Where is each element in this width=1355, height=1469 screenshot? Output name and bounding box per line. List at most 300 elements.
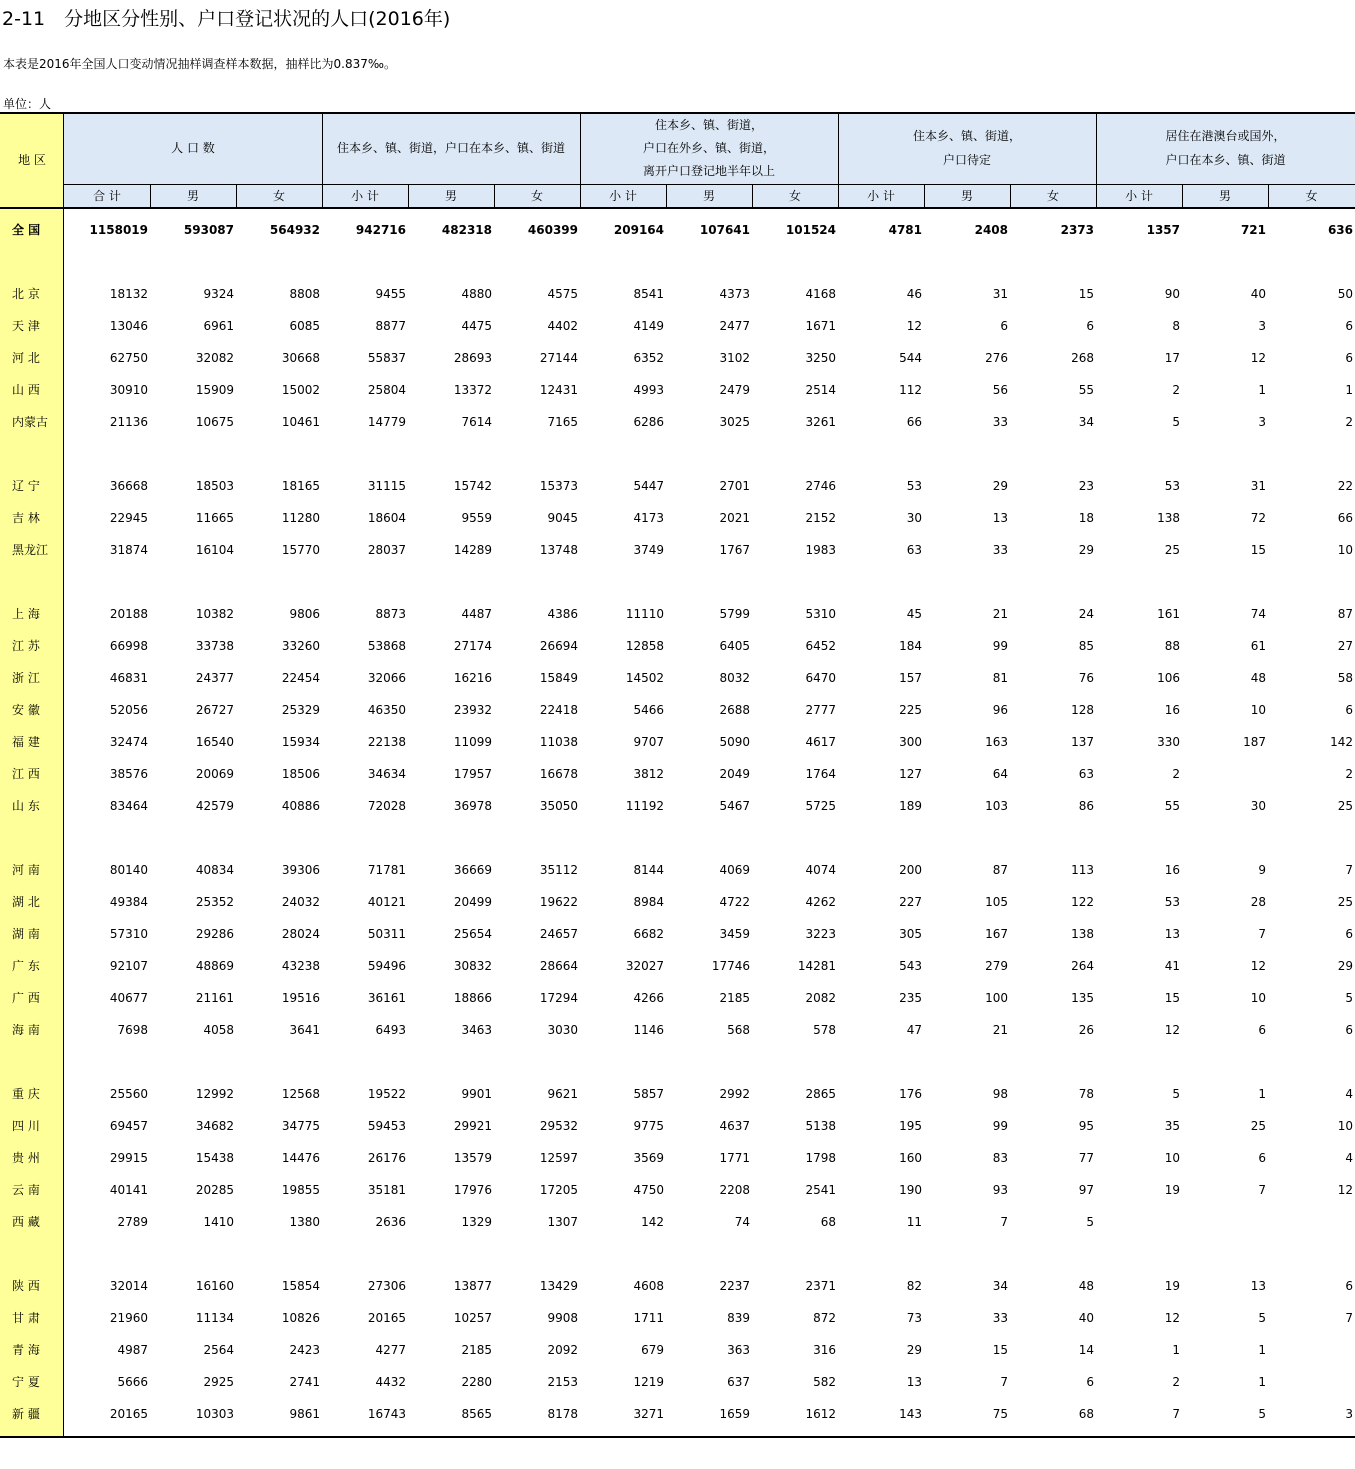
- table-cell: 2925: [203, 1375, 234, 1389]
- table-cell: 12: [1337, 1183, 1353, 1197]
- header-region: 地 区: [18, 153, 46, 167]
- table-cell: 142: [1330, 735, 1353, 749]
- table-cell: 9861: [289, 1407, 320, 1421]
- row-region: 广 西: [12, 991, 40, 1005]
- table-cell: 78: [1078, 1087, 1094, 1101]
- table-cell: 1: [1258, 1375, 1266, 1389]
- header-group-2: [322, 112, 580, 184]
- table-cell: 157: [899, 671, 922, 685]
- table-cell: 1: [1258, 383, 1266, 397]
- table-cell: 3250: [805, 351, 836, 365]
- table-cell: 1158019: [89, 223, 148, 237]
- table-cell: 18866: [453, 991, 492, 1005]
- row-region: 上 海: [12, 607, 40, 621]
- table-cell: 9707: [633, 735, 664, 749]
- table-cell: 16678: [539, 767, 578, 781]
- table-cell: 73: [906, 1311, 922, 1325]
- table-cell: 363: [727, 1343, 750, 1357]
- table-cell: 7: [1345, 863, 1353, 877]
- header-group-line: 离开户口登记地半年以上: [642, 163, 775, 178]
- table-cell: 1380: [289, 1215, 320, 1229]
- table-cell: 7165: [547, 415, 578, 429]
- table-cell: 9045: [547, 511, 578, 525]
- table-cell: 15: [992, 1343, 1008, 1357]
- table-cell: 21136: [109, 415, 148, 429]
- table-cell: 29286: [195, 927, 234, 941]
- table-cell: 13046: [109, 319, 148, 333]
- table-cell: 32027: [625, 959, 664, 973]
- table-cell: 4149: [633, 319, 664, 333]
- table-cell: 5666: [117, 1375, 148, 1389]
- table-cell: 5857: [633, 1087, 664, 1101]
- row-region-national: 全 国: [12, 223, 41, 237]
- table-cell: 4069: [719, 863, 750, 877]
- row-region: 广 东: [12, 959, 40, 973]
- table-cell: 6961: [203, 319, 234, 333]
- table-cell: 10303: [195, 1407, 234, 1421]
- table-cell: 7: [1172, 1407, 1180, 1421]
- table-cell: 12431: [539, 383, 578, 397]
- table-cell: 46350: [367, 703, 406, 717]
- table-cell: 6: [1345, 1279, 1353, 1293]
- table-cell: 5447: [633, 479, 664, 493]
- table-cell: 40677: [109, 991, 148, 1005]
- table-cell: 72028: [367, 799, 406, 813]
- table-cell: 64: [992, 767, 1008, 781]
- table-cell: 74: [734, 1215, 750, 1229]
- table-cell: 12568: [281, 1087, 320, 1101]
- table-cell: 5466: [633, 703, 664, 717]
- table-cell: 330: [1157, 735, 1180, 749]
- table-cell: 1659: [719, 1407, 750, 1421]
- region-column-border: [63, 112, 64, 1436]
- table-cell: 6286: [633, 415, 664, 429]
- table-cell: 2477: [719, 319, 750, 333]
- table-cell: 4432: [375, 1375, 406, 1389]
- table-cell: 83: [992, 1151, 1008, 1165]
- table-cell: 59453: [367, 1119, 406, 1133]
- table-cell: 2: [1172, 383, 1180, 397]
- table-cell: 13372: [453, 383, 492, 397]
- table-cell: 17294: [539, 991, 578, 1005]
- table-cell: 2564: [203, 1343, 234, 1357]
- table-cell: 12: [906, 319, 922, 333]
- table-cell: 10: [1337, 543, 1353, 557]
- table-cell: 4750: [633, 1183, 664, 1197]
- sub-divider: [666, 184, 667, 208]
- table-cell: 9559: [461, 511, 492, 525]
- table-cell: 48869: [195, 959, 234, 973]
- table-cell: 10826: [281, 1311, 320, 1325]
- header-sub-2: 男: [186, 189, 199, 203]
- table-cell: 3459: [719, 927, 750, 941]
- table-cell: 48: [1078, 1279, 1094, 1293]
- table-cell: 15934: [281, 735, 320, 749]
- table-cell: 22: [1337, 479, 1353, 493]
- table-cell: 9621: [547, 1087, 578, 1101]
- table-cell: 31: [1250, 479, 1266, 493]
- table-cell: 2: [1345, 415, 1353, 429]
- table-cell: 14: [1078, 1343, 1094, 1357]
- table-cell: 1764: [805, 767, 836, 781]
- table-cell: 15438: [195, 1151, 234, 1165]
- row-region: 山 西: [12, 383, 40, 397]
- table-cell: 5799: [719, 607, 750, 621]
- table-cell: 101524: [785, 223, 836, 237]
- table-cell: 160: [899, 1151, 922, 1165]
- table-cell: 7614: [461, 415, 492, 429]
- table-cell: 195: [899, 1119, 922, 1133]
- table-cell: 4: [1345, 1151, 1353, 1165]
- table-cell: 2185: [461, 1343, 492, 1357]
- table-cell: 137: [1071, 735, 1094, 749]
- table-cell: 17: [1164, 351, 1180, 365]
- table-cell: 15002: [281, 383, 320, 397]
- table-cell: 3271: [633, 1407, 664, 1421]
- table-cell: 23932: [453, 703, 492, 717]
- table-cell: 28: [1250, 895, 1266, 909]
- table-cell: 46: [906, 287, 922, 301]
- table-cell: 15: [1164, 991, 1180, 1005]
- table-cell: 2777: [805, 703, 836, 717]
- table-cell: 12858: [625, 639, 664, 653]
- table-cell: 29915: [109, 1151, 148, 1165]
- table-cell: 10: [1250, 991, 1266, 1005]
- table-cell: 6: [1345, 1023, 1353, 1037]
- table-cell: 20165: [109, 1407, 148, 1421]
- sub-divider: [494, 184, 495, 208]
- table-cell: 1410: [203, 1215, 234, 1229]
- table-cell: 10: [1250, 703, 1266, 717]
- header-sub-3: 女: [272, 189, 285, 203]
- row-region: 安 徽: [12, 703, 40, 717]
- table-cell: 11099: [453, 735, 492, 749]
- table-cell: 66: [906, 415, 922, 429]
- table-cell: 14779: [367, 415, 406, 429]
- table-cell: 305: [899, 927, 922, 941]
- table-cell: 18165: [281, 479, 320, 493]
- header-group-line: 户口在外乡、镇、街道，: [642, 140, 775, 155]
- table-cell: 7698: [117, 1023, 148, 1037]
- table-cell: 90: [1164, 287, 1180, 301]
- table-cell: 12: [1250, 959, 1266, 973]
- header-sub-14: 男: [1218, 189, 1231, 203]
- table-cell: 4993: [633, 383, 664, 397]
- table-cell: 19855: [281, 1183, 320, 1197]
- sub-divider: [150, 184, 151, 208]
- table-cell: 6: [1345, 319, 1353, 333]
- table-cell: 6470: [805, 671, 836, 685]
- table-cell: 34: [992, 1279, 1008, 1293]
- table-cell: 4074: [805, 863, 836, 877]
- table-cell: 17205: [539, 1183, 578, 1197]
- row-region: 湖 南: [12, 927, 40, 941]
- table-cell: 2408: [974, 223, 1008, 237]
- table-cell: 36161: [367, 991, 406, 1005]
- table-cell: 6: [1345, 703, 1353, 717]
- table-cell: 24657: [539, 927, 578, 941]
- table-cell: 11280: [281, 511, 320, 525]
- table-cell: 1146: [633, 1023, 664, 1037]
- table-cell: 12597: [539, 1151, 578, 1165]
- table-cell: 2992: [719, 1087, 750, 1101]
- table-cell: 721: [1240, 223, 1266, 237]
- table-cell: 3641: [289, 1023, 320, 1037]
- row-region: 重 庆: [12, 1087, 40, 1101]
- table-cell: 582: [813, 1375, 836, 1389]
- table-cell: 103: [985, 799, 1008, 813]
- table-cell: 8032: [719, 671, 750, 685]
- table-cell: 15854: [281, 1279, 320, 1293]
- table-cell: 6: [1086, 1375, 1094, 1389]
- table-cell: 2371: [805, 1279, 836, 1293]
- table-cell: 4617: [805, 735, 836, 749]
- table-cell: 8: [1172, 319, 1180, 333]
- table-cell: 107641: [699, 223, 750, 237]
- table-cell: 30668: [281, 351, 320, 365]
- table-cell: 32082: [195, 351, 234, 365]
- table-cell: 80140: [109, 863, 148, 877]
- table-cell: 62750: [109, 351, 148, 365]
- table-cell: 1: [1172, 1343, 1180, 1357]
- row-region: 辽 宁: [12, 479, 40, 493]
- table-cell: 8565: [461, 1407, 492, 1421]
- table-cell: 543: [899, 959, 922, 973]
- table-cell: 235: [899, 991, 922, 1005]
- table-cell: 9455: [375, 287, 406, 301]
- table-cell: 71781: [367, 863, 406, 877]
- table-cell: 22138: [367, 735, 406, 749]
- table-cell: 872: [813, 1311, 836, 1325]
- table-cell: 2049: [719, 767, 750, 781]
- table-cell: 34775: [281, 1119, 320, 1133]
- table-cell: 27: [1337, 639, 1353, 653]
- header-sub-8: 男: [702, 189, 715, 203]
- table-cell: 21161: [195, 991, 234, 1005]
- table-cell: 20188: [109, 607, 148, 621]
- table-cell: 142: [641, 1215, 664, 1229]
- table-cell: 55: [1164, 799, 1180, 813]
- table-cell: 23: [1078, 479, 1094, 493]
- header-group-line: 住本乡、镇、街道，: [654, 117, 763, 132]
- table-cell: 59496: [367, 959, 406, 973]
- table-cell: 68: [820, 1215, 836, 1229]
- header-sub-10: 小 计: [867, 189, 895, 203]
- table-cell: 19516: [281, 991, 320, 1005]
- table-cell: 3030: [547, 1023, 578, 1037]
- table-cell: 2514: [805, 383, 836, 397]
- table-cell: 82: [906, 1279, 922, 1293]
- table-cell: 113: [1071, 863, 1094, 877]
- table-cell: 68: [1078, 1407, 1094, 1421]
- table-cell: 22454: [281, 671, 320, 685]
- row-region: 吉 林: [12, 511, 40, 525]
- table-cell: 6: [1000, 319, 1008, 333]
- table-cell: 40: [1250, 287, 1266, 301]
- table-cell: 9: [1258, 863, 1266, 877]
- table-cell: 87: [992, 863, 1008, 877]
- row-region: 河 南: [12, 863, 40, 877]
- table-cell: 4487: [461, 607, 492, 621]
- row-region: 甘 肃: [12, 1311, 40, 1325]
- row-region: 浙 江: [12, 671, 40, 685]
- table-cell: 99: [992, 1119, 1008, 1133]
- table-cell: 9806: [289, 607, 320, 621]
- row-region: 福 建: [12, 735, 40, 749]
- table-cell: 81: [992, 671, 1008, 685]
- table-cell: 2746: [805, 479, 836, 493]
- table-cell: 13: [1164, 927, 1180, 941]
- table-cell: 74: [1250, 607, 1266, 621]
- table-cell: 40886: [281, 799, 320, 813]
- table-cell: 30910: [109, 383, 148, 397]
- table-cell: 3102: [719, 351, 750, 365]
- table-cell: 10: [1164, 1151, 1180, 1165]
- table-cell: 15373: [539, 479, 578, 493]
- table-cell: 21: [992, 607, 1008, 621]
- table-cell: 34: [1078, 415, 1094, 429]
- table-cell: 7: [1345, 1311, 1353, 1325]
- row-region: 北 京: [12, 287, 40, 301]
- table-cell: 13877: [453, 1279, 492, 1293]
- table-cell: 3: [1345, 1407, 1353, 1421]
- table-cell: 14502: [625, 671, 664, 685]
- row-region: 陕 西: [12, 1279, 40, 1293]
- table-cell: 4475: [461, 319, 492, 333]
- row-region: 海 南: [12, 1023, 40, 1037]
- table-cell: 8873: [375, 607, 406, 621]
- table-cell: 4402: [547, 319, 578, 333]
- table-cell: 29921: [453, 1119, 492, 1133]
- sub-divider: [752, 184, 753, 208]
- table-cell: 6405: [719, 639, 750, 653]
- table-cell: 14289: [453, 543, 492, 557]
- header-group-4: [838, 112, 1096, 184]
- header-group-1: [64, 112, 322, 184]
- table-cell: 19522: [367, 1087, 406, 1101]
- table-cell: 4173: [633, 511, 664, 525]
- table-cell: 4608: [633, 1279, 664, 1293]
- table-cell: 4781: [888, 223, 922, 237]
- table-cell: 6452: [805, 639, 836, 653]
- row-region: 四 川: [12, 1119, 40, 1133]
- table-cell: 3025: [719, 415, 750, 429]
- table-cell: 93: [992, 1183, 1008, 1197]
- table-cell: 3261: [805, 415, 836, 429]
- table-cell: 637: [727, 1375, 750, 1389]
- table-cell: 1: [1258, 1087, 1266, 1101]
- table-cell: 167: [985, 927, 1008, 941]
- table-cell: 106: [1157, 671, 1180, 685]
- table-cell: 31874: [109, 543, 148, 557]
- sub-divider: [924, 184, 925, 208]
- row-region: 江 西: [12, 767, 40, 781]
- table-cell: 2636: [375, 1215, 406, 1229]
- table-cell: 3223: [805, 927, 836, 941]
- table-cell: 5725: [805, 799, 836, 813]
- table-cell: 3: [1258, 319, 1266, 333]
- table-cell: 66: [1337, 511, 1353, 525]
- table-cell: 4262: [805, 895, 836, 909]
- table-cell: 24377: [195, 671, 234, 685]
- table-cell: 9908: [547, 1311, 578, 1325]
- table-cell: 112: [899, 383, 922, 397]
- table-cell: 25352: [195, 895, 234, 909]
- table-cell: 6: [1345, 351, 1353, 365]
- table-cell: 163: [985, 735, 1008, 749]
- table-cell: 593087: [183, 223, 234, 237]
- table-cell: 35: [1164, 1119, 1180, 1133]
- table-cell: 1219: [633, 1375, 664, 1389]
- table-cell: 460399: [527, 223, 578, 237]
- table-cell: 8178: [547, 1407, 578, 1421]
- table-cell: 29: [1078, 543, 1094, 557]
- table-cell: 5: [1345, 991, 1353, 1005]
- table-cell: 31115: [367, 479, 406, 493]
- table-cell: 16216: [453, 671, 492, 685]
- table-cell: 2208: [719, 1183, 750, 1197]
- table-cell: 9324: [203, 287, 234, 301]
- table-cell: 5: [1172, 1087, 1180, 1101]
- table-cell: 40: [1078, 1311, 1094, 1325]
- table-cell: 32014: [109, 1279, 148, 1293]
- table-cell: 14476: [281, 1151, 320, 1165]
- header-group-line: 住本乡、镇、街道，: [912, 129, 1021, 143]
- table-cell: 21960: [109, 1311, 148, 1325]
- table-cell: 47: [906, 1023, 922, 1037]
- table-cell: 2688: [719, 703, 750, 717]
- table-cell: 11038: [539, 735, 578, 749]
- table-cell: 26176: [367, 1151, 406, 1165]
- table-cell: 4575: [547, 287, 578, 301]
- table-cell: 5: [1258, 1311, 1266, 1325]
- table-cell: 5467: [719, 799, 750, 813]
- row-region: 西 藏: [12, 1215, 40, 1229]
- table-cell: 316: [813, 1343, 836, 1357]
- table-cell: 72: [1250, 511, 1266, 525]
- row-region: 河 北: [12, 351, 40, 365]
- table-cell: 25: [1250, 1119, 1266, 1133]
- table-cell: 38576: [109, 767, 148, 781]
- table-cell: 30: [906, 511, 922, 525]
- table-cell: 32066: [367, 671, 406, 685]
- table-cell: 4266: [633, 991, 664, 1005]
- table-cell: 161: [1157, 607, 1180, 621]
- table-cell: 12: [1250, 351, 1266, 365]
- table-cell: 1329: [461, 1215, 492, 1229]
- table-cell: 48: [1250, 671, 1266, 685]
- table-cell: 4722: [719, 895, 750, 909]
- header-sub-6: 女: [530, 189, 543, 203]
- table-cell: 9901: [461, 1087, 492, 1101]
- table-cell: 1: [1345, 383, 1353, 397]
- table-cell: 8877: [375, 319, 406, 333]
- table-cell: 1771: [719, 1151, 750, 1165]
- header-group-5: [1096, 112, 1355, 184]
- table-cell: 636: [1327, 223, 1353, 237]
- header-group-line: 户口待定: [942, 153, 991, 167]
- header-sub-5: 男: [444, 189, 457, 203]
- table-cell: 10: [1337, 1119, 1353, 1133]
- sub-divider: [236, 184, 237, 208]
- header-sub-4: 小 计: [351, 189, 379, 203]
- table-cell: 26727: [195, 703, 234, 717]
- table-cell: 15770: [281, 543, 320, 557]
- table-cell: 13: [1250, 1279, 1266, 1293]
- table-cell: 227: [899, 895, 922, 909]
- table-cell: 33260: [281, 639, 320, 653]
- table-cell: 209164: [613, 223, 664, 237]
